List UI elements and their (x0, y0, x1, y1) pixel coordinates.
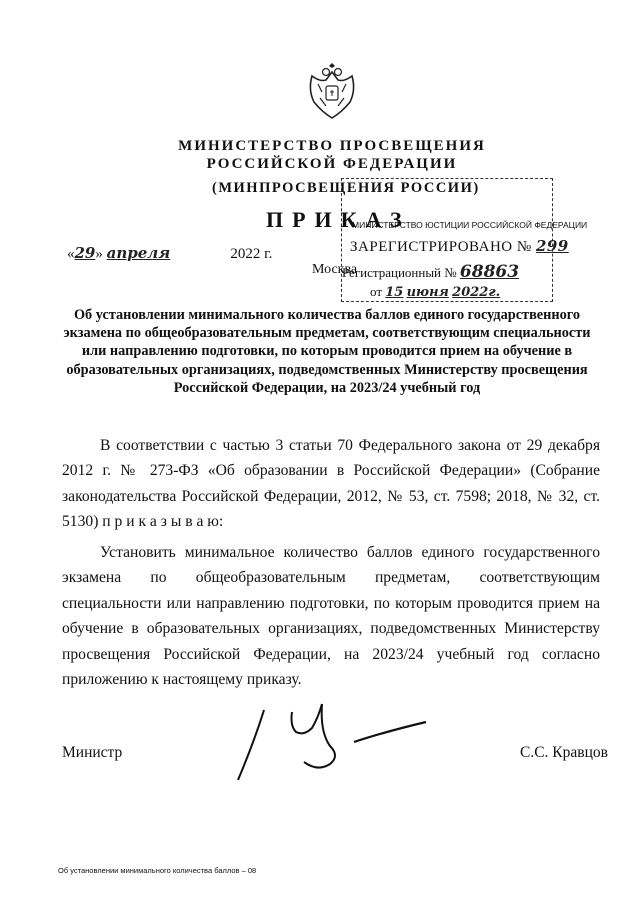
stamp-registered-label: ЗАРЕГИСТРИРОВАНО № (350, 239, 532, 255)
order-date-day: 29 (74, 244, 96, 262)
signer-role: Министр (62, 744, 123, 761)
order-date-month: апреля (106, 244, 171, 262)
stamp-date (370, 284, 500, 300)
stamp-registered (350, 237, 569, 256)
stamp-date-year: 2022г. (452, 285, 501, 300)
stamp-registered-number: 299 (535, 237, 569, 255)
handwritten-signature (234, 702, 434, 784)
stamp-registration-number (342, 262, 519, 282)
stamp-date-prefix: от (370, 284, 383, 299)
ministry-short-name: (МИНПРОСВЕЩЕНИЯ РОССИИ) (212, 180, 480, 196)
body-paragraph-1: В соответствии с частью 3 статьи 70 Федерального закона от 29 декабря 2012 г. № 273-ФЗ «Об образовании в Российской Федерации» (Собрание законодательства Российской Федерации, 2012, № 53, ст. 7598; 2018, № 32, ст. 5130) п р и к а з ы в а ю: (62, 437, 600, 531)
stamp-reg-label: Регистрационный № (342, 265, 457, 280)
stamp-reg-number: 68863 (459, 262, 520, 282)
russian-coat-of-arms-emblem (304, 62, 360, 122)
order-date: «29» апреля 2022 г. (67, 244, 273, 262)
order-city: Москва (312, 262, 358, 277)
ministry-name-line-2: РОССИЙСКОЙ ФЕДЕРАЦИИ (206, 156, 458, 172)
order-title: ПРИКАЗ (266, 207, 411, 232)
order-date-year: 2022 г. (230, 246, 273, 262)
body-paragraph-2: Установить минимальное количество баллов единого государственного экзамена по общеобразовательным предметам, соответствующим специальности или направлению подготовки, по которым проводится прием на обучение в образовательных организациях, подведомственных Министерству просвещения Российской Федерации, на 2023/24 учебный год согласно приложению к настоящему приказу. (62, 544, 600, 689)
stamp-header: МИНИСТЕРСТВО ЮСТИЦИИ РОССИЙСКОЙ ФЕДЕРАЦИИ (352, 220, 588, 230)
document-heading: Об установлении минимального количества баллов единого государственного экзамена по общеобразовательным предметам, соответствующим специальности или направлению подготовки, по которым проводится прием на обучение в образовательных организациях, подведомственных Министерству просвещения Российской Федерации, на 2023/24 учебный год (63, 307, 591, 396)
stamp-date-day: 15 (385, 285, 404, 300)
footer-note: Об установлении минимального количества баллов – 08 (58, 866, 257, 875)
signer-name: С.С. Кравцов (520, 744, 608, 761)
ministry-name-line-1: МИНИСТЕРСТВО ПРОСВЕЩЕНИЯ (178, 138, 486, 154)
stamp-date-month: июня (406, 285, 449, 300)
